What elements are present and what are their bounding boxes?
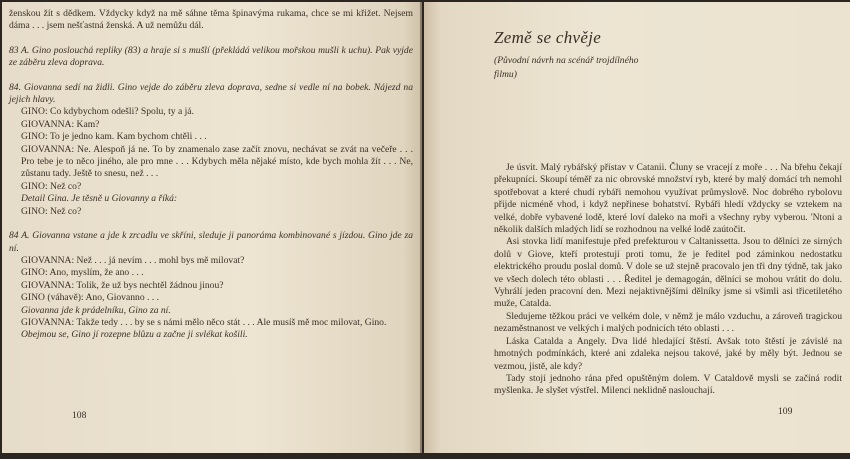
dialogue-line: GINO: Než co? (21, 205, 82, 217)
paragraph-gap (9, 70, 413, 82)
right-text-column (494, 162, 842, 398)
body-paragraph: Láska Catalda a Angely. Dva lidé hledající štěstí. Avšak toto štěstí je závislé na hmotných podmínkách, které ani zdaleka nejsou takové, jaké by měly být. Jednou se vezmou, jistě, ale kdy? (494, 335, 842, 372)
dialogue-line: GINO: Než co? (21, 180, 82, 192)
left-text-column (9, 8, 413, 342)
body-paragraph: Asi stovka lidí manifestuje před prefekturou v Caltanissetta. Jsou to dělníci ze sirných dolů v Giove, kteří protestují proti tomu, že je ředitel pod záminkou nedostatku elektrického proudu poslal domů. V dole se už stejně pracovalo jen tři dny týdně, tak jako ve všech dolech této oblasti . . . Ředitel je demagogán, dělníci se mohou vrátit do dolu. Vyhrálí jeden pracovní den. Mezi nejaktivnějšími dělníky jsme si všimli asi třicetiletého muže, Catalda. (494, 236, 842, 310)
gutter (420, 2, 422, 453)
stage-direction: Detail Gina. Je těsně u Giovanny a říká: (21, 193, 178, 205)
paragraph-gap (9, 33, 413, 45)
body-paragraph: ženskou žít s dědkem. Vždycky když na mě sáhne těma špinavýma rukama, chce se mi křižet. Nejsem dáma . . . jsem nešťastná ženská. A už nemůžu dál. (9, 8, 413, 32)
body-paragraph: Sledujeme těžkou práci ve velkém dole, v němž je málo vzduchu, a zároveň tragickou nezaměstnanost ve velkých i malých podnicích této oblasti . . . (494, 310, 842, 335)
stage-direction: 84 A. Giovanna vstane a jde k zrcadlu ve skříni, sleduje ji panoráma kombinované s jízdou. Gino jde za ní. (9, 230, 413, 254)
page-number-left: 108 (72, 410, 87, 421)
stage-direction: Giovanna jde k prádelníku, Gino za ní. (21, 304, 171, 316)
dialogue-line: GINO: Ano, myslím, že ano . . . (21, 267, 144, 279)
chapter-title: Země se chvěje (494, 28, 602, 47)
dialogue-line: GIOVANNA: Než . . . já nevím . . . mohl bys mě milovat? (21, 254, 245, 266)
stage-direction: 84. Giovanna sedí na židli. Gino vejde do záběru zleva doprava, sedne si vedle ní na bobek. Nájezd na jejich hlavy. (9, 81, 413, 106)
body-paragraph: Je úsvit. Malý rybářský přístav v Catanii. Čluny se vracejí z moře . . . Na břehu čekají překupníci. Skoupí téměř za nic obrovské množství ryb, které by malý domácí trh nemohl spotřebovat a které chudí rybáři nemohou využívat průmyslově. Noc dobrého rybolovu přijde nicméně vhod, i když nepřinese bohatství. Rybáři hledí vždycky se vztekem na velké, dobře vybavené lodě, které loví daleko na moři a všechny ryby vyberou. 'Ntoni a několik dalších mladých lidí se rozhodnou na velké lodě zaútočit. (494, 162, 842, 236)
stage-direction: 83 A. Gino poslouchá repliky (83) a hraje si s mušlí (překládá velikou mořskou mušli k uchu). Pak vyjde ze záběru zleva doprava. (9, 44, 413, 69)
body-paragraph: Tady stojí jednoho rána před opuštěným dolem. V Cataldově mysli se začíná rodit myšlenka. Je slyšet výstřel. Milenci neklidně naslouchají. (494, 372, 842, 397)
dialogue-line: GIOVANNA: Tolik, že už bys nechtěl žádnou jinou? (21, 279, 224, 291)
left-page (2, 2, 420, 453)
dialogue-line: GIOVANNA: Takže tedy . . . by se s námi mělo něco stát . . . Ale musíš mě moc milovat, Gino. (21, 316, 387, 328)
dialogue-line: GINO (váhavě): Ano, Giovanno . . . (21, 292, 160, 304)
dialogue-line: GINO: To je jedno kam. Kam bychom chtěli . . . (21, 131, 207, 143)
chapter-subtitle: (Původní návrh na scénář trojdílného filmu) (494, 55, 639, 80)
right-page (424, 2, 850, 453)
stage-direction: Obejmou se, Gino jí rozepne blůzu a začne ji svlékat košili. (21, 329, 248, 341)
paragraph-gap (9, 218, 413, 230)
dialogue-line: GIOVANNA: Ne. Alespoň já ne. To by znamenalo zase začít znovu, nechávat se zvát na večeře . . . Pro tebe je to něco jiného, ale pro mne . . . Kdybych měla nějaké místo, kde bych mohla žít . . . Ne, zůstanu tady. Ještě to snesu, než . . . (21, 143, 413, 180)
dialogue-line: GINO: Co kdybychom odešli? Spolu, ty a já. (21, 106, 194, 118)
dialogue-line: GIOVANNA: Kam? (21, 118, 100, 130)
page-number-right: 109 (778, 406, 793, 417)
